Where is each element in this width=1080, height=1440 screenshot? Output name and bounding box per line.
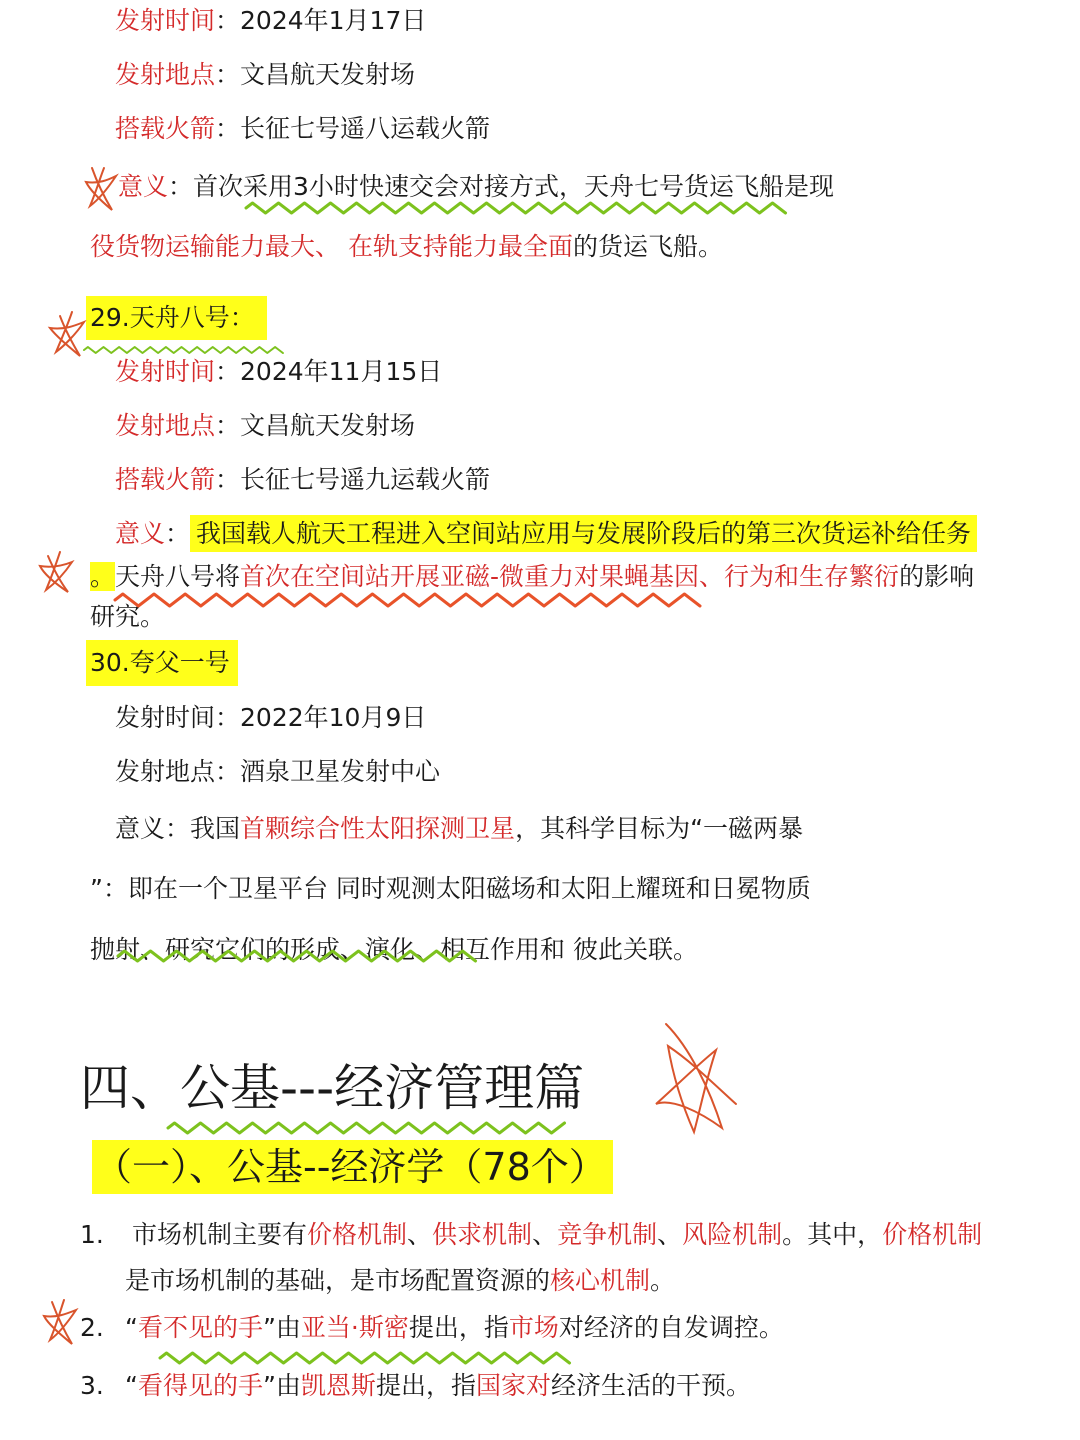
list-item-3 <box>80 1369 751 1403</box>
value: 2024年1月17日 <box>240 6 427 35</box>
label: 发射地点 <box>115 60 216 89</box>
red-text: 看不见的手 <box>137 1313 263 1342</box>
list-number: 3. <box>80 1371 104 1400</box>
red-text: 供求机制 <box>432 1220 533 1249</box>
text: 对经济的自发调控。 <box>558 1313 784 1342</box>
item28-meaning-line2 <box>90 230 723 264</box>
text: 、 <box>407 1220 433 1249</box>
label: 发射地点 <box>115 411 216 440</box>
text: “ <box>125 1371 138 1400</box>
value: 长征七号遥八运载火箭 <box>240 114 491 143</box>
text: 提出，指 <box>375 1371 476 1400</box>
item29-meaning-line1: 意义： 我国载人航天工程进入空间站应用与发展阶段后的第三次货运补给任务 <box>115 517 977 551</box>
text: ”由 <box>262 1371 301 1400</box>
item29-meaning-line3: 研究。 <box>90 602 166 631</box>
label: 发射时间 <box>115 6 216 35</box>
red-text: 竞争机制 <box>557 1220 658 1249</box>
red-text: 市场 <box>508 1313 559 1342</box>
red-text: 国家对 <box>475 1371 551 1400</box>
value: 2024年11月15日 <box>240 357 443 386</box>
text: 经济生活的干预。 <box>550 1371 751 1400</box>
label: 发射时间 <box>115 703 216 732</box>
text: 天舟八号将 <box>115 562 241 591</box>
item29-launch-site: 发射地点：文昌航天发射场 <box>115 411 416 440</box>
text: 的货运飞船。 <box>572 232 723 261</box>
list-item-1-line1 <box>80 1218 982 1252</box>
item30-heading: 30.夸父一号 <box>86 640 238 686</box>
list-item-2 <box>80 1311 784 1345</box>
value: 文昌航天发射场 <box>240 60 416 89</box>
item30-launch-site: 发射地点：酒泉卫星发射中心 <box>115 757 441 786</box>
red-text: 价格机制 <box>307 1220 408 1249</box>
list-number: 2. <box>80 1313 104 1342</box>
item28-launch-site: 发射地点：文昌航天发射场 <box>115 60 416 89</box>
label: 搭载火箭 <box>115 465 216 494</box>
item28-launch-time: 发射时间：2024年1月17日 <box>115 6 427 35</box>
item29-rocket: 搭载火箭：长征七号遥九运载火箭 <box>115 465 491 494</box>
label: 意义 <box>118 172 169 201</box>
text: 市场机制主要有 <box>132 1220 308 1249</box>
list-item-1-line2 <box>125 1264 675 1298</box>
highlighted-text: 我国载人航天工程进入空间站应用与发展阶段后的第三次货运补给任务 <box>190 515 977 552</box>
label: 搭载火箭 <box>115 114 216 143</box>
red-text: 首次在空间站开展亚磁-微重力对果蝇基因、行为和生存繁衍 <box>240 562 900 591</box>
text: 。 <box>650 1266 676 1295</box>
wavy-underline <box>246 203 786 213</box>
label: 发射时间 <box>115 357 216 386</box>
red-text: 价格机制 <box>882 1220 983 1249</box>
section-subtitle: （一）、公基--经济学（78个） <box>92 1140 613 1194</box>
item30-meaning-line3: 抛射、研究它们的形成、演化、相互作用和 彼此关联。 <box>90 935 698 964</box>
text: 首次采用3小时快速交会对接方式，天舟七号货运飞船是现 <box>193 172 834 201</box>
text: ，其科学目标为“一磁两暴 <box>515 814 804 843</box>
value: 文昌航天发射场 <box>240 411 416 440</box>
label: 发射地点 <box>115 757 216 786</box>
red-text: 风险机制 <box>682 1220 783 1249</box>
red-text: 役货物运输能力最大、 <box>90 232 341 261</box>
value: 长征七号遥九运载火箭 <box>240 465 491 494</box>
label: 意义 <box>115 814 166 843</box>
value: 2022年10月9日 <box>240 703 427 732</box>
red-text: 在轨支持能力最全面 <box>347 232 573 261</box>
star-mark-icon <box>44 1300 76 1344</box>
item29-launch-time: 发射时间：2024年11月15日 <box>115 357 443 386</box>
star-mark-icon <box>40 552 72 592</box>
text: 、 <box>657 1220 683 1249</box>
wavy-underline <box>115 594 700 606</box>
star-mark-icon <box>86 168 116 210</box>
text: 提出，指 <box>408 1313 509 1342</box>
value: 酒泉卫星发射中心 <box>240 757 441 786</box>
highlighted-dot: 。 <box>90 562 116 591</box>
wavy-underline <box>168 1123 565 1133</box>
item28-rocket: 搭载火箭：长征七号遥八运载火箭 <box>115 114 491 143</box>
red-text: 核心机制 <box>550 1266 651 1295</box>
text: 的影响 <box>899 562 975 591</box>
red-text: 亚当·斯密 <box>300 1313 409 1342</box>
red-text: 看得见的手 <box>137 1371 263 1400</box>
item29-meaning-line2 <box>90 560 974 594</box>
text: 。其中， <box>782 1220 883 1249</box>
item29-heading: 29.天舟八号： <box>86 296 267 340</box>
item30-meaning-line1: 意义：我国首颗综合性太阳探测卫星，其科学目标为“一磁两暴 <box>115 814 804 843</box>
item30-launch-time: 发射时间：2022年10月9日 <box>115 703 427 732</box>
star-mark-icon <box>50 312 84 356</box>
item28-meaning-line1: 意义：首次采用3小时快速交会对接方式，天舟七号货运飞船是现 <box>118 172 834 201</box>
label: 意义 <box>115 519 166 548</box>
text: 、 <box>532 1220 558 1249</box>
list-number: 1. <box>80 1220 104 1249</box>
wavy-underline <box>84 347 283 353</box>
text: “ <box>125 1313 138 1342</box>
item30-meaning-line2: ”：即在一个卫星平台 同时观测太阳磁场和太阳上耀斑和日冕物质 <box>90 874 811 903</box>
star-mark-icon <box>656 1024 736 1132</box>
text: 我国 <box>190 814 241 843</box>
wavy-underline <box>160 1353 570 1363</box>
red-text: 凯恩斯 <box>300 1371 376 1400</box>
text: ”由 <box>262 1313 301 1342</box>
section-title: 四、公基---经济管理篇 <box>80 1059 585 1117</box>
text: 是市场机制的基础，是市场配置资源的 <box>125 1266 551 1295</box>
red-text: 首颗综合性太阳探测卫星 <box>240 814 516 843</box>
